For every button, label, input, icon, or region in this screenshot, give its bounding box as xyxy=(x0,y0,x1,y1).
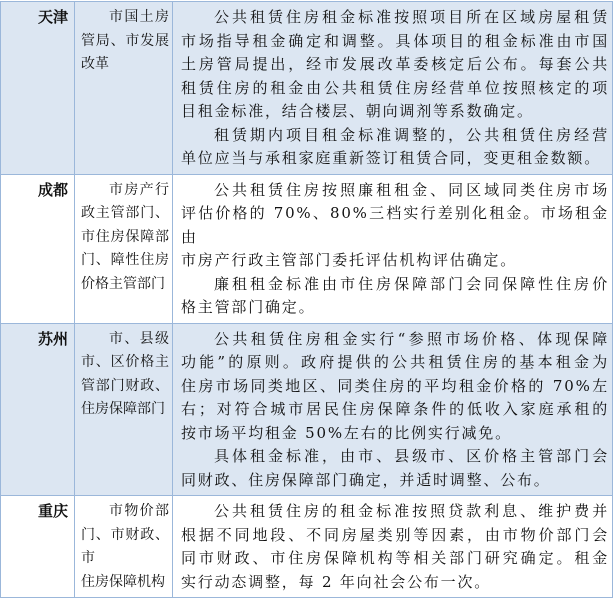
policy-cell xyxy=(173,496,613,598)
policy-line: 公共租赁住房租金标准按照项目所在区域房屋租赁 xyxy=(214,8,609,26)
department-cell xyxy=(75,2,173,175)
policy-line: 同财政、住房保障部门确定，并适时调整、公布。 xyxy=(181,470,551,489)
policy-line: 按市场平均租金 50%左右的比例实行减免。 xyxy=(181,423,512,442)
department-line: 门、障性住房 xyxy=(81,252,169,268)
policy-line: 租赁住房的租金由公共租赁住房经营单位按照核定的项 xyxy=(181,78,609,97)
policy-line: 市场指导租金确定和调整。具体项目的租金标准由市国 xyxy=(181,31,609,50)
policy-line: 公共租赁住房按照廉租租金、同区域同类住房市场 xyxy=(214,180,609,199)
policy-line: 同市财政、市住房保障机构等相关部门研究确定。租金 xyxy=(181,549,609,567)
policy-line: 公共租赁住房的租金标准按照贷款利息、维护费并 xyxy=(214,502,609,520)
policy-line: 右；对符合城市居民住房保障条件的低收入家庭承租的 xyxy=(181,400,609,418)
department-line: 价格主管部门 xyxy=(81,275,165,292)
department-line: 改革 xyxy=(81,56,109,72)
city-cell: 苏州 xyxy=(1,323,75,496)
department-line: 门、市财政、市 xyxy=(81,526,169,566)
policy-line: 市房产行政主管部门委托评估机构评估确定。 xyxy=(181,251,518,269)
policy-line: 廉租租金标准由市住房保障部门会同保障性住房价 xyxy=(214,274,609,293)
policy-line: 格主管部门确定。 xyxy=(181,298,316,316)
table-row xyxy=(1,2,613,175)
city-cell: 重庆 xyxy=(1,496,75,598)
table-row xyxy=(1,174,613,323)
department-line: 市、县级 xyxy=(109,330,169,347)
department-line: 管部门财政、 xyxy=(81,377,169,394)
policy-paragraph xyxy=(181,273,609,320)
policy-line: 根据不同地段、不同房屋类别等因素，由市物价部门会 xyxy=(181,525,609,544)
policy-line: 公共租赁住房租金实行“参照市场价格、体现保障 xyxy=(214,329,609,348)
policy-line: 单位应当与承租家庭重新签订租赁合同，变更租金数额。 xyxy=(181,149,602,167)
policy-paragraph xyxy=(181,124,609,171)
policy-line: 租赁期内项目租金标准调整的，公共租赁住房经营 xyxy=(214,125,609,144)
policy-line: 目租金标准，结合楼层、朝向调剂等系数确定。 xyxy=(181,102,534,120)
rent-policy-table xyxy=(0,1,613,598)
department-cell xyxy=(75,323,173,496)
department-line: 市国土房 xyxy=(109,9,169,25)
policy-line: 住房市场同类地区、同类住房的平均租金价格的 70%左 xyxy=(181,376,609,395)
table-row xyxy=(1,496,613,598)
city-cell: 天津 xyxy=(1,2,75,175)
policy-line: 实行动态调整，每 2 年向社会公布一次。 xyxy=(181,572,492,591)
department-line: 政主管部门、 xyxy=(81,205,169,221)
policy-cell xyxy=(173,2,613,175)
department-line: 管局、市发展 xyxy=(81,32,169,49)
table-row xyxy=(1,323,613,496)
policy-paragraph xyxy=(181,6,609,124)
policy-paragraph xyxy=(181,328,609,446)
policy-paragraph xyxy=(181,179,609,273)
policy-line: 评估价格的 70%、80%三档实行差别化租金。市场租金由 xyxy=(181,204,609,246)
policy-paragraph xyxy=(181,500,609,594)
policy-line: 土房管局提出，经市发展改革委核定后公布。每套公共 xyxy=(181,55,609,73)
department-line: 市住房保障部 xyxy=(81,228,169,245)
city-cell: 成都 xyxy=(1,174,75,323)
department-cell xyxy=(75,174,173,323)
policy-paragraph xyxy=(181,445,609,492)
department-line: 住房保障机构 xyxy=(81,573,165,590)
department-line: 市、区价格主 xyxy=(81,354,169,370)
department-cell xyxy=(75,496,173,598)
department-line: 住房保障部门 xyxy=(81,401,165,417)
policy-cell xyxy=(173,323,613,496)
policy-line: 功能”的原则。政府提供的公共租赁住房的基本租金为 xyxy=(181,353,609,371)
policy-cell xyxy=(173,174,613,323)
department-line: 市物价部 xyxy=(109,503,169,519)
policy-line: 具体租金标准，由市、县级市、区价格主管部门会 xyxy=(214,447,609,465)
department-line: 市房产行 xyxy=(109,181,169,198)
